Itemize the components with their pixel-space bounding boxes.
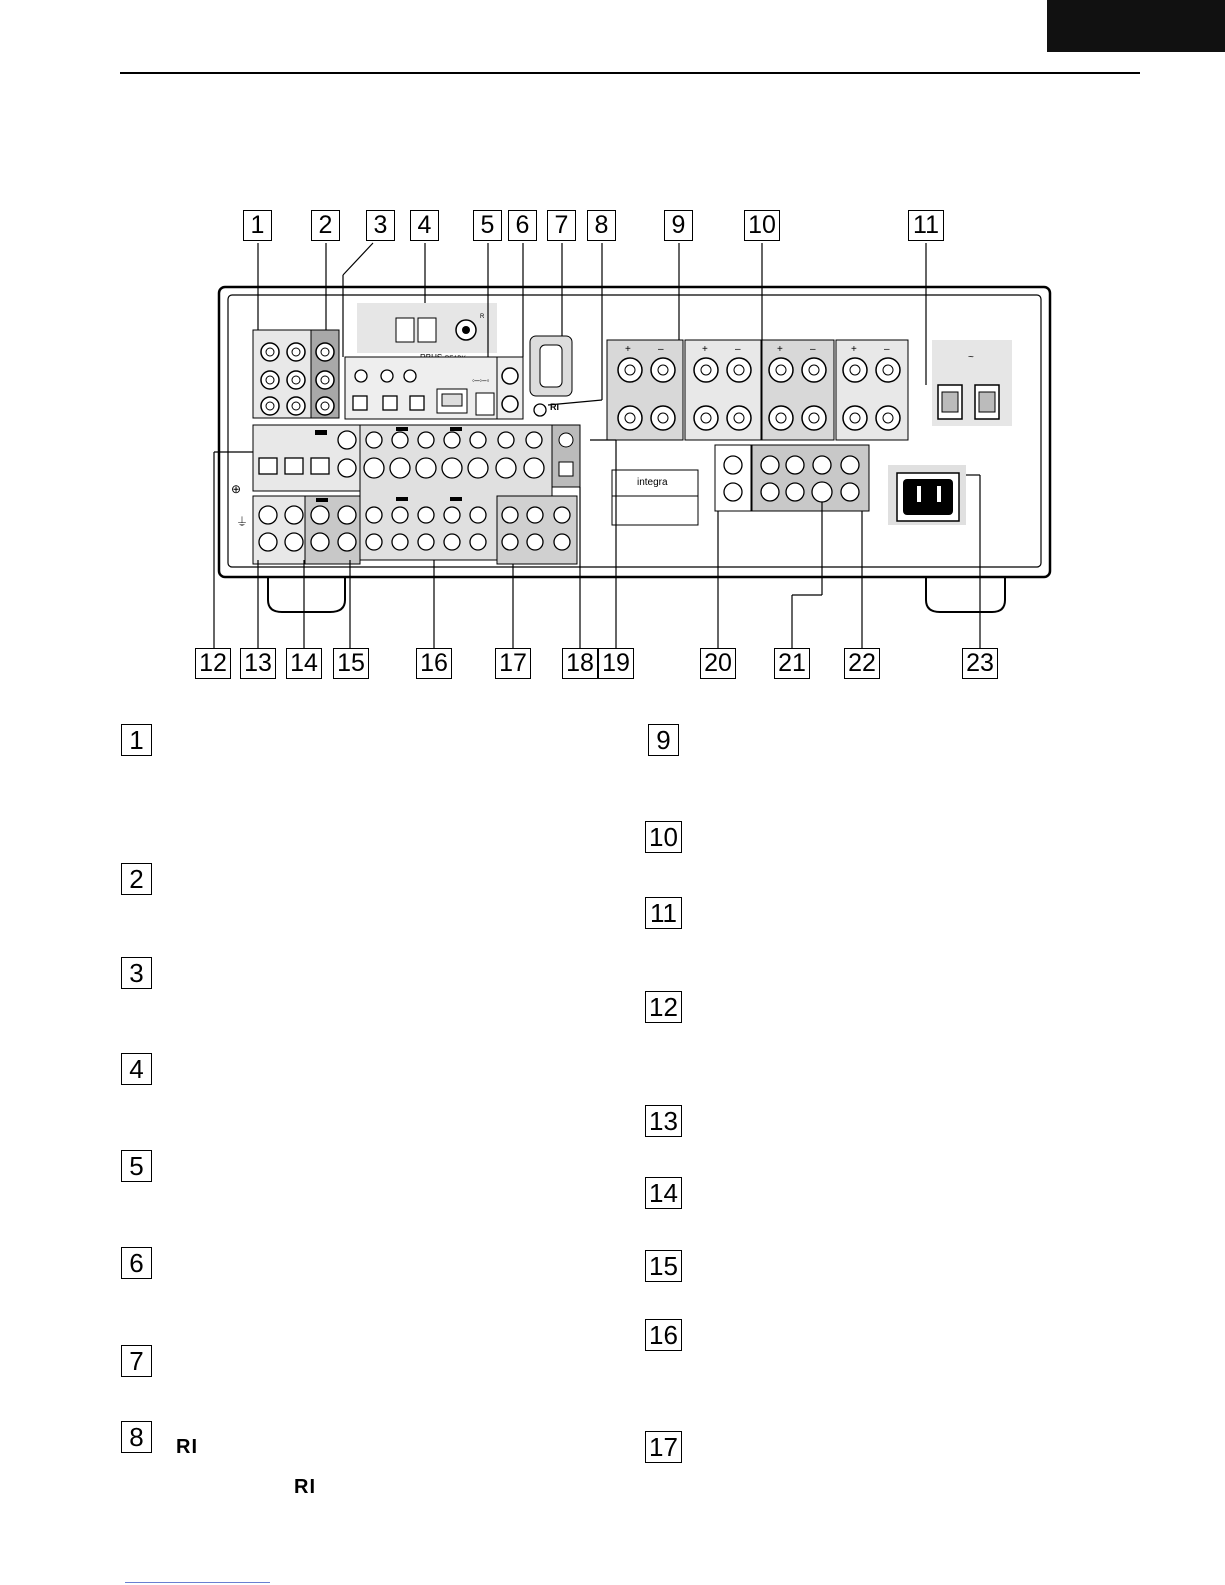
callout-6: 6 [508,210,537,241]
legend-number: 1 [121,724,152,756]
brand-label: integra [637,477,668,488]
spk-minus-2: – [735,344,741,355]
callout-20: 20 [700,648,736,679]
legend-number: 10 [645,821,682,853]
ri-mark: RI [294,1476,316,1498]
spk-plus-2: + [702,344,708,355]
svg-text:⏚: ⏚ [236,515,249,529]
callout-11: 11 [908,210,944,241]
antenna-r-label: R [480,314,485,320]
legend-number: 15 [645,1250,682,1282]
callout-13: 13 [240,648,276,679]
callout-12: 12 [195,648,231,679]
legend-number: 2 [121,863,152,895]
callout-2: 2 [311,210,340,241]
ri-panel-label: RI [550,402,559,412]
legend-number: 5 [121,1150,152,1182]
callout-3: 3 [366,210,395,241]
spk-plus-4: + [851,344,857,355]
callout-23: 23 [962,648,998,679]
ri-mark: RI [176,1436,198,1458]
callout-15: 15 [333,648,369,679]
legend-number: 4 [121,1053,152,1085]
legend-number: 12 [645,991,682,1023]
svg-text:◦–◦–◦: ◦–◦–◦ [472,376,490,385]
callout-5: 5 [473,210,502,241]
speaker-terminals [607,340,908,440]
callout-9: 9 [664,210,693,241]
callout-8: 8 [587,210,616,241]
callout-10: 10 [744,210,780,241]
callout-16: 16 [416,648,452,679]
callout-21: 21 [774,648,810,679]
legend-number: 3 [121,957,152,989]
spk-minus-4: – [884,344,890,355]
callout-18: 18 [562,648,598,679]
legend-number: 9 [648,724,679,756]
spk-plus-3: + [777,344,783,355]
callout-14: 14 [286,648,322,679]
spk-minus-3: – [810,344,816,355]
legend-number: 17 [645,1431,682,1463]
callout-19: 19 [598,648,634,679]
callout-4: 4 [410,210,439,241]
legend-number: 6 [121,1247,152,1279]
legend-number: 11 [645,897,682,929]
legend-number: 8 [121,1421,152,1453]
legend-number: 16 [645,1319,682,1351]
callout-22: 22 [844,648,880,679]
callout-7: 7 [547,210,576,241]
callout-1: 1 [243,210,272,241]
rear-panel-diagram [0,0,1225,700]
spk-minus-1: – [658,344,664,355]
svg-text:⊕: ⊕ [231,482,242,496]
legend-number: 7 [121,1345,152,1377]
footer-link-rule [125,1582,270,1583]
spk-plus-1: + [625,344,631,355]
legend-number: 14 [645,1177,682,1209]
ac-symbol: ~ [968,352,974,363]
legend-number: 13 [645,1105,682,1137]
callout-17: 17 [495,648,531,679]
